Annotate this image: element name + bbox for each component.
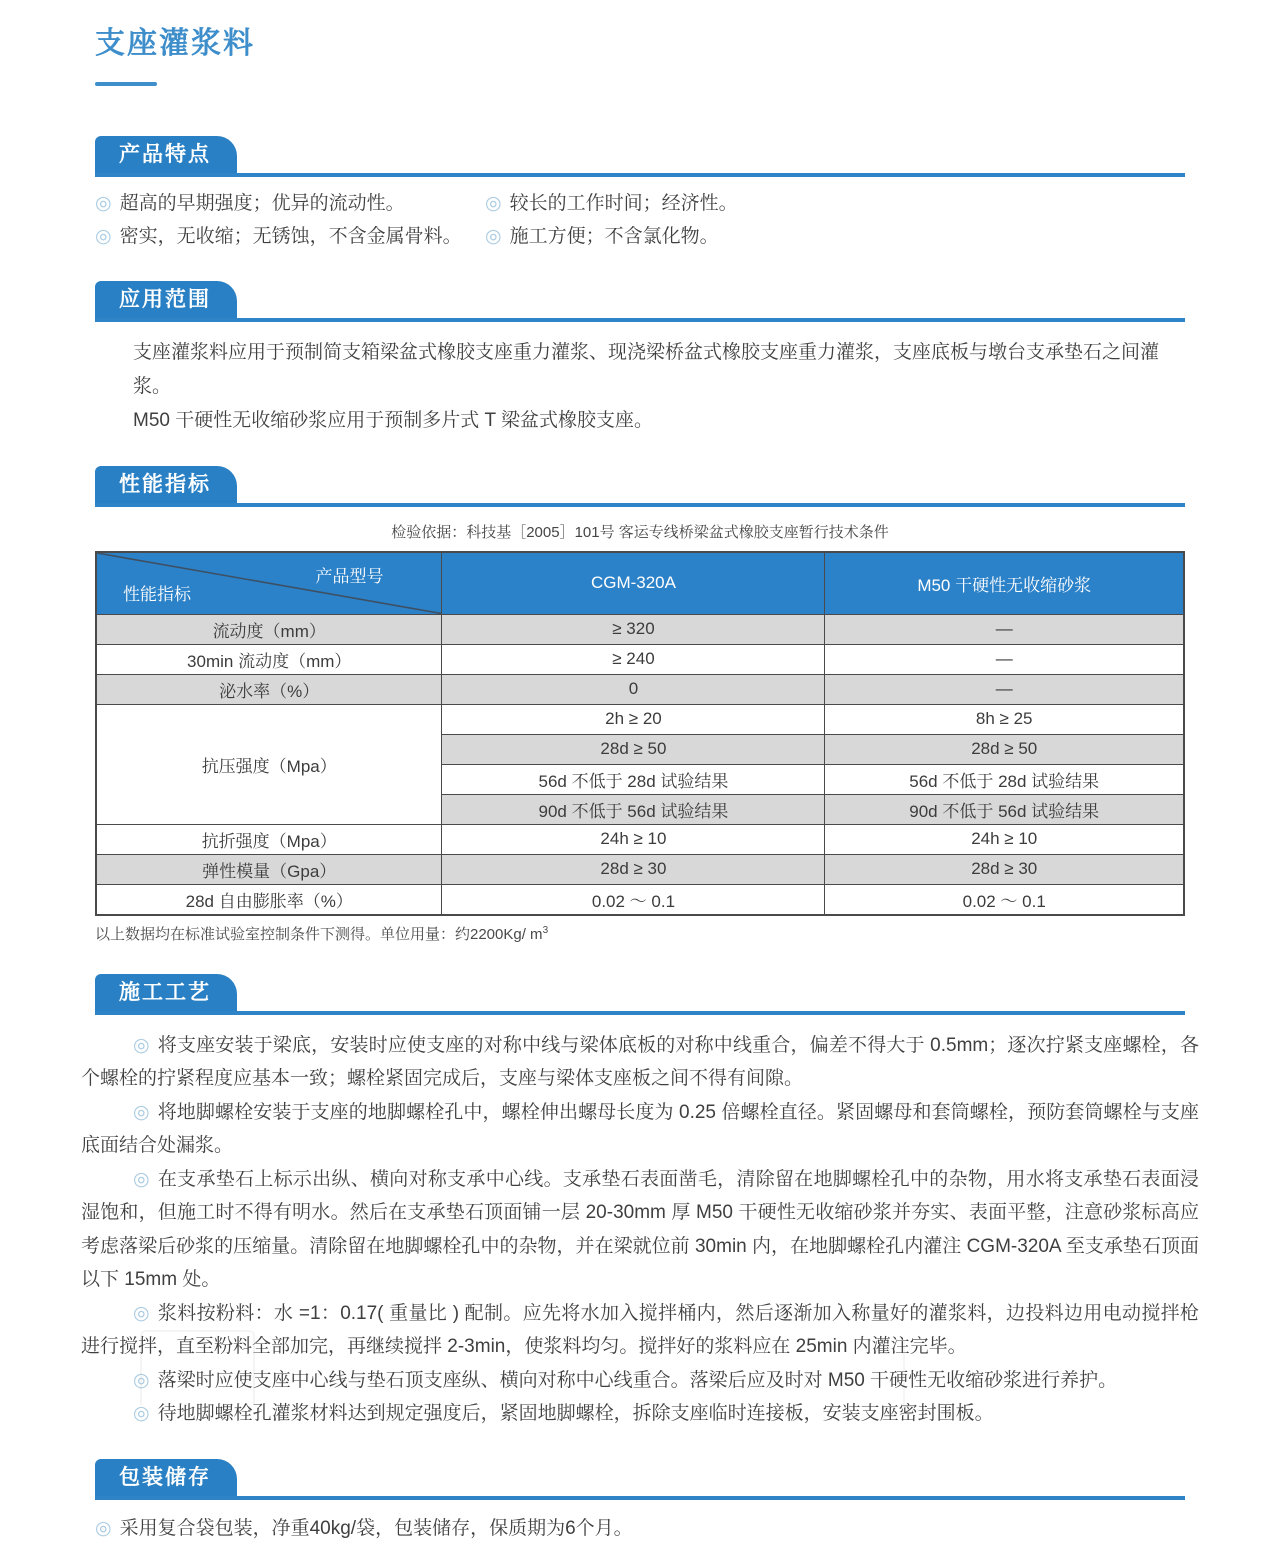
diagonal-corner-cell — [96, 552, 442, 614]
ring-bullet-icon: ◎ — [133, 1101, 150, 1123]
row-label: 流动度（mm） — [96, 614, 442, 644]
cell-cgm: 28d ≥ 50 — [442, 734, 825, 764]
test-basis-note: 检验依据：科技基［2005］101号 客运专线桥梁盆式橡胶支座暂行技术条件 — [391, 524, 889, 541]
feature-item — [95, 220, 485, 253]
cell-cgm: 24h ≥ 10 — [442, 824, 825, 854]
section-header-application — [95, 281, 1185, 322]
section-header-performance — [95, 466, 1185, 507]
construction-step — [81, 1163, 1199, 1297]
row-label: 弹性模量（Gpa） — [96, 854, 442, 884]
table-row — [96, 614, 1184, 644]
ring-bullet-icon: ◎ — [133, 1034, 150, 1056]
page-title: 支座灌浆料 — [95, 27, 255, 60]
table-footnote — [95, 923, 1185, 944]
construction-step-text: 浆料按粉料：水 =1：0.17( 重量比 ) 配制。应先将水加入搅拌桶内，然后逐渐加入称量好的灌浆料，边投料边用电动搅拌枪进行搅拌，直至粉料全部加完，再继续搅拌 2-3min，使浆料均匀。搅拌好的浆料应在 25min 内灌注完毕。 — [81, 1302, 1199, 1357]
footnote-text: 以上数据均在标准试验室控制条件下测得。单位用量：约2200Kg/ m — [95, 925, 543, 943]
cell-m50: 24h ≥ 10 — [825, 824, 1184, 854]
application-text — [95, 336, 1185, 438]
ring-bullet-icon: ◎ — [485, 226, 502, 247]
construction-step-text: 在支承垫石上标示出纵、横向对称支承中心线。支承垫石表面凿毛，清除留在地脚螺栓孔中的杂物，用水将支承垫石表面浸湿饱和，但施工时不得有明水。然后在支承垫石顶面铺一层 20-30mm 厚 M50 干硬性无收缩砂浆并夯实、表面平整，注意砂浆标高应考虑落梁后砂浆的压缩量。清除留在地脚螺栓孔中的杂物，并在梁就位前 30min 内，在地脚螺栓孔内灌注 CGM-320A 至支承垫石顶面以下 15mm 处。 — [81, 1168, 1199, 1290]
feature-item — [485, 220, 1185, 253]
feature-text: 密实，无收缩；无锈蚀，不含金属骨料。 — [119, 226, 462, 247]
table-row — [96, 884, 1184, 915]
section-badge-features: 产品特点 — [95, 136, 237, 173]
row-label: 抗折强度（Mpa） — [96, 824, 442, 854]
column-header-m50: M50 干硬性无收缩砂浆 — [825, 552, 1184, 614]
construction-step-text: 将地脚螺栓安装于支座的地脚螺栓孔中，螺栓伸出螺母长度为 0.25 倍螺栓直径。紧固螺母和套筒螺栓，预防套筒螺栓与支座底面结合处漏浆。 — [81, 1101, 1199, 1156]
section-badge-performance: 性能指标 — [95, 466, 237, 503]
construction-step-text: 待地脚螺栓孔灌浆材料达到规定强度后，紧固地脚螺栓，拆除支座临时连接板，安装支座密封围板。 — [157, 1403, 994, 1424]
cell-cgm: 0 — [442, 674, 825, 704]
cell-m50: — — [825, 644, 1184, 674]
cell-cgm: ≥ 240 — [442, 644, 825, 674]
ring-bullet-icon: ◎ — [95, 193, 112, 214]
cell-m50: — — [825, 674, 1184, 704]
section-badge-application: 应用范围 — [95, 281, 237, 318]
packaging-item — [95, 1514, 1185, 1544]
construction-steps — [81, 1029, 1199, 1431]
construction-step — [81, 1297, 1199, 1364]
performance-table — [95, 551, 1185, 916]
construction-step — [81, 1029, 1199, 1096]
row-label-compressive-strength: 抗压强度（Mpa） — [96, 704, 442, 824]
cell-m50: 90d 不低于 56d 试验结果 — [825, 794, 1184, 824]
application-paragraph: M50 干硬性无收缩砂浆应用于预制多片式 T 梁盆式橡胶支座。 — [133, 410, 654, 431]
column-header-cgm320a: CGM-320A — [442, 552, 825, 614]
application-paragraph: 支座灌浆料应用于预制简支箱梁盆式橡胶支座重力灌浆、现浇梁桥盆式橡胶支座重力灌浆，支座底板与墩台支承垫石之间灌浆。 — [133, 342, 1160, 397]
ring-bullet-icon: ◎ — [133, 1403, 150, 1424]
feature-text: 施工方便；不含氯化物。 — [509, 226, 719, 247]
table-row — [96, 674, 1184, 704]
row-label: 28d 自由膨胀率（%） — [96, 884, 442, 915]
ring-bullet-icon: ◎ — [133, 1369, 150, 1391]
cell-m50: 0.02 ～ 0.1 — [825, 884, 1184, 915]
feature-item — [95, 187, 485, 220]
feature-item — [485, 187, 1185, 220]
cell-m50: 28d ≥ 50 — [825, 734, 1184, 764]
construction-step — [81, 1364, 1199, 1398]
title-underline — [95, 82, 157, 86]
table-row — [96, 644, 1184, 674]
cell-cgm: 28d ≥ 30 — [442, 854, 825, 884]
section-header-features — [95, 136, 1185, 177]
section-badge-packaging: 包装储存 — [95, 1459, 237, 1496]
cell-m50: 28d ≥ 30 — [825, 854, 1184, 884]
corner-label-performance-index: 性能指标 — [123, 584, 191, 604]
table-header-row — [96, 552, 1184, 614]
table-row — [96, 854, 1184, 884]
cell-cgm: ≥ 320 — [442, 614, 825, 644]
table-row — [96, 704, 1184, 734]
cell-cgm: 0.02 ～ 0.1 — [442, 884, 825, 915]
footnote-superscript: 3 — [542, 924, 549, 936]
section-header-construction — [95, 974, 1185, 1015]
table-row — [96, 824, 1184, 854]
cell-cgm: 2h ≥ 20 — [442, 704, 825, 734]
section-badge-construction: 施工工艺 — [95, 974, 237, 1011]
ring-bullet-icon: ◎ — [133, 1168, 150, 1190]
ring-bullet-icon: ◎ — [485, 193, 502, 214]
feature-text: 超高的早期强度；优异的流动性。 — [119, 193, 405, 214]
construction-step — [81, 1096, 1199, 1163]
cell-m50: 8h ≥ 25 — [825, 704, 1184, 734]
ring-bullet-icon: ◎ — [95, 1517, 112, 1539]
construction-step — [81, 1397, 1199, 1431]
construction-step-text: 将支座安装于梁底，安装时应使支座的对称中线与梁体底板的对称中线重合，偏差不得大于 0.5mm；逐次拧紧支座螺栓，各个螺栓的拧紧程度应基本一致；螺栓紧固完成后，支座与梁体支座板之间不得有间隙。 — [81, 1034, 1199, 1089]
cell-m50: — — [825, 614, 1184, 644]
corner-label-product-model: 产品型号 — [315, 567, 384, 586]
row-label: 泌水率（%） — [96, 674, 442, 704]
feature-text: 较长的工作时间；经济性。 — [509, 193, 738, 214]
row-label: 30min 流动度（mm） — [96, 644, 442, 674]
construction-step-text: 落梁时应使支座中心线与垫石顶支座纵、横向对称中心线重合。落梁后应及时对 M50 干硬性无收缩砂浆进行养护。 — [157, 1369, 1118, 1391]
ring-bullet-icon: ◎ — [133, 1302, 150, 1324]
packaging-text: 采用复合袋包装，净重40kg/袋，包装储存，保质期为6个月。 — [119, 1517, 633, 1539]
cell-cgm: 56d 不低于 28d 试验结果 — [442, 764, 825, 794]
cell-cgm: 90d 不低于 56d 试验结果 — [442, 794, 825, 824]
cell-m50: 56d 不低于 28d 试验结果 — [825, 764, 1184, 794]
section-header-packaging — [95, 1459, 1185, 1500]
features-list — [95, 187, 1185, 253]
ring-bullet-icon: ◎ — [95, 226, 112, 247]
